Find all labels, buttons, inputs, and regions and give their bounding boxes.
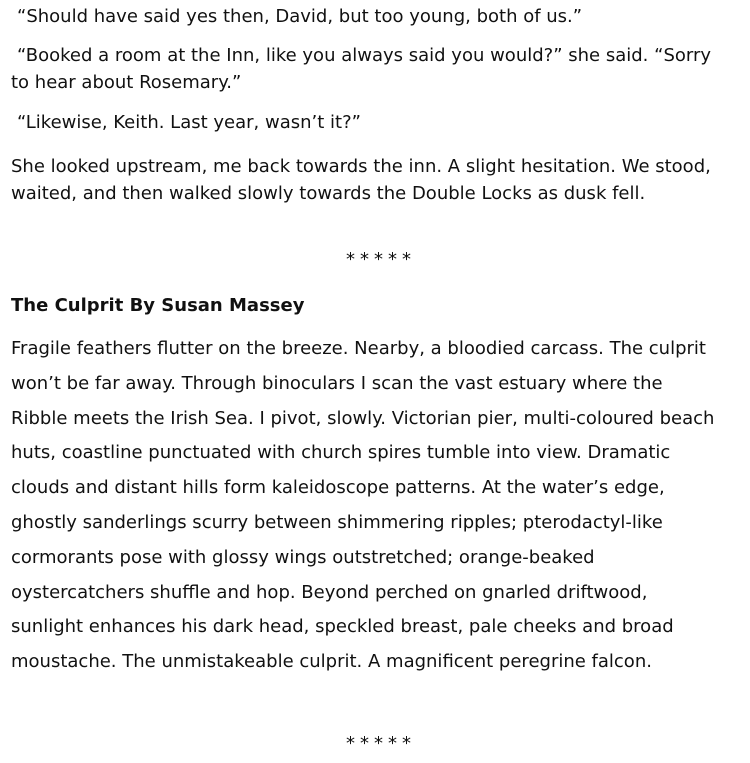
section-separator: ***** xyxy=(346,733,416,754)
dialogue-paragraph: “Likewise, Keith. Last year, wasn’t it?” xyxy=(17,112,361,133)
section-separator: ***** xyxy=(346,249,416,270)
narrative-paragraph: She looked upstream, me back towards the inn. A slight hesitation. We stood, waited, and then walked slowly towards the Double Locks as dusk fell. xyxy=(11,156,717,204)
story-body: Fragile feathers flutter on the breeze. Nearby, a bloodied carcass. The culprit won’t be far away. Through binoculars I scan the vast estuary where the Ribble meets the Irish Sea. I pivot, slowly. Victorian pier, multi-coloured beach huts, coastline punctuated with church spires tumble into view. Dramatic clouds and distant hills form kaleidoscope patterns. At the water’s edge, ghostly sanderlings scurry between shimmering ripples; pterodactyl-like cormorants pose with glossy wings outstretched; orange-beaked oystercatchers shuffle and hop. Beyond perched on gnarled driftwood, sunlight enhances his dark head, speckled breast, pale cheeks and broad moustache. The unmistakeable culprit. A magnificent peregrine falcon. xyxy=(11,338,715,673)
story-title: The Culprit By Susan Massey xyxy=(11,295,305,316)
dialogue-paragraph: “Booked a room at the Inn, like you always said you would?” she said. “Sorry to hear about Rosemary.” xyxy=(11,45,717,93)
dialogue-paragraph: “Should have said yes then, David, but too young, both of us.” xyxy=(17,6,583,27)
